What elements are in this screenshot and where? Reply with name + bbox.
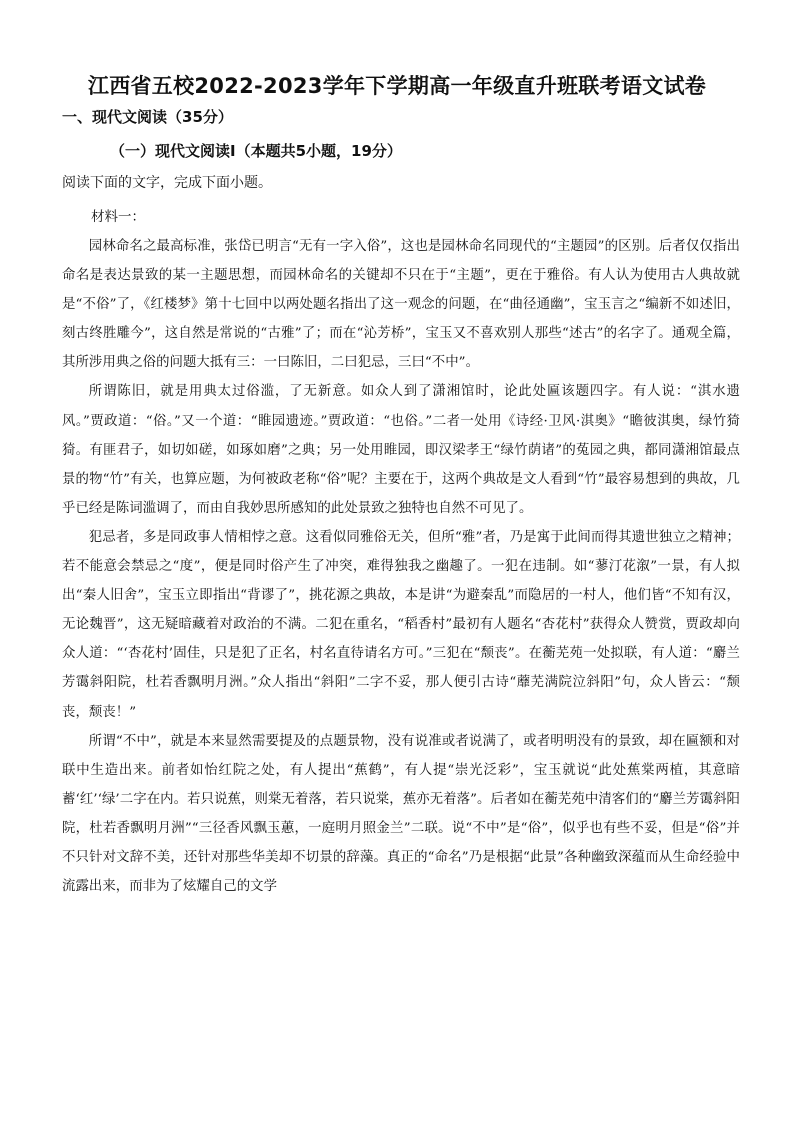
passage-paragraph: 所谓“不中”，就是本来显然需要提及的点题景物，没有说准或者说满了，或者明明没有的景致，却在匾额和对联中生造出来。前者如怡红院之处，有人提出“蕉鹤”，有人提“崇光泛彩”，宝玉就说“此处蕉棠两植，其意暗蓄‘红’‘绿’二字在内。若只说蕉，则棠无着落，若只说棠，蕉亦无着落”。后者如在蘅芜苑中清客们的“麝兰芳霭斜阳院，杜若香飘明月洲”“三径香风飘玉蕙，一庭明月照金兰”二联。说“不中”是“俗”，似乎也有些不妥，但是“俗”并不只针对文辞不美，还针对那些华美却不切景的辞藻。真正的“命名”乃是根据“此景”各种幽致深蕴而从生命经验中流露出来，而非为了炫耀自己的文学 <box>62 733 740 895</box>
passage-paragraph: 园林命名之最高标准，张岱已明言“无有一字入俗”，这也是园林命名同现代的“主题园”的区别。后者仅仅指出命名是表达景致的某一主题思想，而园林命名的关键却不只在于“主题”，更在于雅俗。有人认为使用古人典故就是“不俗”了，《红楼梦》第十七回中以两处题名指出了这一观念的问题，在“曲径通幽”，宝玉言之“编新不如述旧，刻古终胜雕今”，这自然是常说的“古雅”了；而在“沁芳桥”，宝玉又不喜欢别人那些“述古”的名字了。通观全篇，其所涉用典之俗的问题大抵有三：一曰陈旧，二曰犯忌，三曰“不中”。 <box>62 239 740 371</box>
subsection-heading-1: （一）现代文阅读Ⅰ（本题共5小题，19分） <box>110 142 402 160</box>
reading-instruction: 阅读下面的文字，完成下面小题。 <box>62 175 272 191</box>
passage-body <box>62 232 740 901</box>
material-label: 材料一： <box>91 209 145 225</box>
section-heading-1: 一、现代文阅读（35分） <box>62 108 233 126</box>
passage-paragraph: 所谓陈旧，就是用典太过俗滥，了无新意。如众人到了潇湘馆时，论此处匾该题四字。有人说：“淇水遗风。”贾政道：“俗。”又一个道：“睢园遗迹。”贾政道：“也俗。”二者一处用《诗经·卫风·淇奥》“瞻彼淇奥，绿竹猗猗。有匪君子，如切如磋，如琢如磨”之典；另一处用睢园，即汉梁孝王“绿竹荫诸”的菟园之典，都同潇湘馆最点景的物“竹”有关，也算应题，为何被政老称“俗”呢？主要在于，这两个典故是文人看到“竹”最容易想到的典故，几乎已经是陈词滥调了，而由自我妙思所感知的此处景致之独特也自然不可见了。 <box>62 384 740 516</box>
passage-paragraph: 犯忌者，多是同政事人情相悖之意。这看似同雅俗无关，但所“雅”者，乃是寓于此间而得其遗世独立之精神；若不能意会禁忌之“度”，便是同时俗产生了冲突，难得独我之幽趣了。一犯在违制。如“蓼汀花溆”一景，有人拟出“秦人旧舍”，宝玉立即指出“背谬了”，挑花源之典故，本是讲“为避秦乱”而隐居的一村人，他们皆“不知有汉，无论魏晋”，这无疑暗藏着对政治的不满。二犯在重名，“稻香村”最初有人题名“杏花村”获得众人赞赏，贾政却向众人道：“‘杏花村’固佳，只是犯了正名，村名直待请名方可。”三犯在“颓丧”。在蘅芜苑一处拟联，有人道：“麝兰芳霭斜阳院，杜若香飘明月洲。”众人指出“斜阳”二字不妥，那人便引古诗“蘼芜满院泣斜阳”句，众人皆云：“颓丧，颓丧！” <box>62 529 740 720</box>
exam-title: 江西省五校2022-2023学年下学期高一年级直升班联考语文试卷 <box>87 74 707 98</box>
